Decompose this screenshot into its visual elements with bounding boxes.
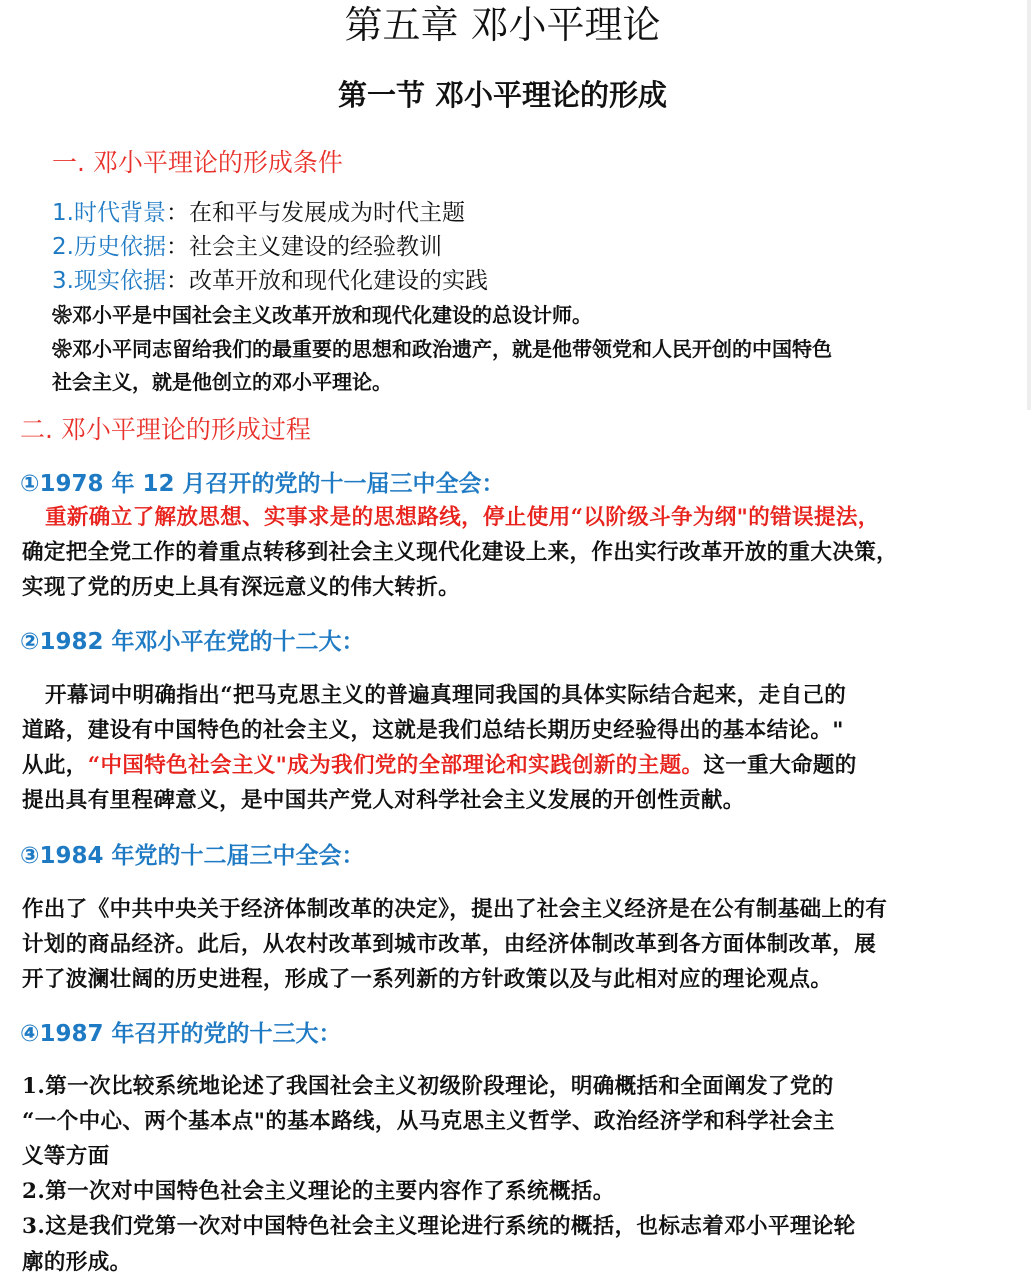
paragraph-line: 开幕词中明确指出“把马克思主义的普遍真理同我国的具体实际结合起来，走自己的 (45, 683, 847, 708)
condition-key: 3.现实依据 (52, 268, 166, 294)
bullet-note: 社会主义，就是他创立的邓小平理论。 (52, 370, 392, 394)
highlight-segment: 重新确立了解放思想、实事求是的思想路线，停止使用“以阶级斗争为纲"的错误提法， (45, 505, 880, 530)
paragraph-line: 开了波澜壮阔的历史进程，形成了一系列新的方针政策以及与此相对应的理论观点。 (22, 967, 833, 992)
text-segment: 从此， (22, 753, 88, 778)
paragraph-line: 实现了党的历史上具有深远意义的伟大转折。 (22, 575, 461, 600)
paragraph-line: 作出了《中共中央关于经济体制改革的决定》，提出了社会主义经济是在公有制基础上的有 (22, 897, 888, 922)
paragraph-line: 道路，建设有中国特色的社会主义，这就是我们总结长期历史经验得出的基本结论。" (22, 718, 844, 743)
bullet-note: ❀邓小平同志留给我们的最重要的思想和政治遗产，就是他带领党和人民开创的中国特色 (52, 337, 832, 361)
list-item: 2.第一次对中国特色社会主义理论的主要内容作了系统概括。 (22, 1179, 615, 1204)
condition-item (52, 196, 465, 230)
paragraph-line (45, 501, 880, 535)
bullet-note: ❀邓小平是中国社会主义改革开放和现代化建设的总设计师。 (52, 303, 592, 327)
chapter-title: 第五章 邓小平理论 (344, 3, 661, 47)
paragraph-line (22, 749, 857, 783)
event-heading-1978: ①1978 年 12 月召开的党的十一届三中全会： (20, 471, 505, 497)
condition-key: 2.历史依据 (52, 234, 166, 260)
heading-formation-process: 二. 邓小平理论的形成过程 (20, 415, 311, 444)
list-item: “一个中心、两个基本点"的基本路线，从马克思主义哲学、政治经济学和科学社会主 (22, 1109, 835, 1134)
condition-key: 1.时代背景 (52, 200, 166, 226)
heading-formation-conditions: 一. 邓小平理论的形成条件 (52, 148, 343, 177)
condition-item (52, 230, 442, 264)
section-title: 第一节 邓小平理论的形成 (337, 78, 668, 112)
paragraph-line: 确定把全党工作的着重点转移到社会主义现代化建设上来，作出实行改革开放的重大决策， (22, 540, 899, 565)
condition-value: ：社会主义建设的经验教训 (165, 234, 442, 260)
text-segment: 这一重大命题的 (703, 753, 857, 778)
list-item: 1.第一次比较系统地论述了我国社会主义初级阶段理论，明确概括和全面阐发了党的 (22, 1074, 834, 1099)
list-item: 3.这是我们党第一次对中国特色社会主义理论进行系统的概括，也标志着邓小平理论轮 (22, 1214, 856, 1239)
condition-value: ：在和平与发展成为时代主题 (165, 200, 465, 226)
event-heading-1982: ②1982 年邓小平在党的十二大： (20, 629, 365, 655)
scrollbar[interactable] (1027, 0, 1031, 410)
event-heading-1987: ④1987 年召开的党的十三大： (20, 1021, 342, 1047)
condition-item (52, 264, 488, 298)
condition-value: ：改革开放和现代化建设的实践 (165, 268, 488, 294)
paragraph-line: 计划的商品经济。此后，从农村改革到城市改革，由经济体制改革到各方面体制改革，展 (22, 932, 877, 957)
list-item: 义等方面 (22, 1144, 110, 1169)
list-item: 廓的形成。 (22, 1250, 132, 1275)
event-heading-1984: ③1984 年党的十二届三中全会： (20, 843, 365, 869)
paragraph-line: 提出具有里程碑意义，是中国共产党人对科学社会主义发展的开创性贡献。 (22, 788, 745, 813)
highlight-segment: “中国特色社会主义"成为我们党的全部理论和实践创新的主题。 (87, 753, 704, 778)
